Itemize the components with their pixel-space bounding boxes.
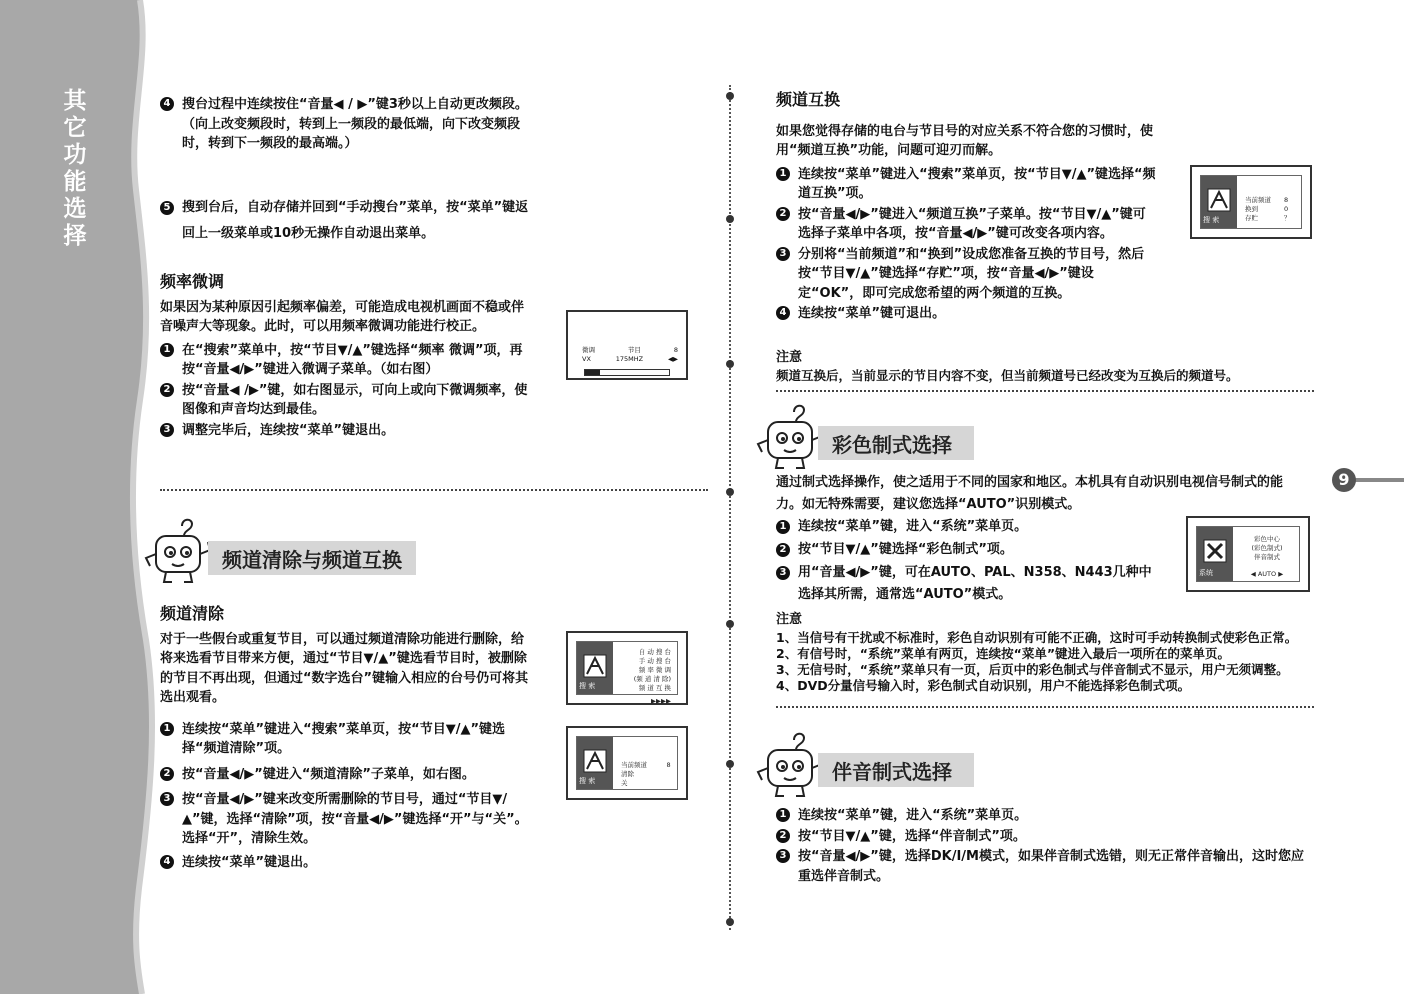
screen-panel-label: 搜 索 bbox=[579, 777, 596, 785]
section-banner: 频道清除与频道互换 bbox=[208, 541, 416, 575]
screen-menu-list bbox=[621, 761, 671, 788]
screen-label: 微调 bbox=[582, 346, 595, 354]
divider bbox=[776, 706, 1314, 708]
section-intro: 如果因为某种原因引起频率偏差，可能造成电视机画面不稳或伴音噪声大等现象。此时，可以用频率微调功能进行校正。 bbox=[160, 299, 525, 334]
search-menu-screen bbox=[566, 631, 688, 705]
center-dot bbox=[726, 360, 734, 368]
center-dot bbox=[726, 918, 734, 926]
screen-panel-label: 搜 索 bbox=[1203, 216, 1220, 224]
screen-menu-value: ◀ AUTO ▶ bbox=[1250, 570, 1284, 578]
screen-inner bbox=[576, 736, 678, 790]
tools-icon bbox=[1201, 537, 1229, 565]
screen-panel-label: 搜 索 bbox=[579, 682, 596, 690]
center-dot bbox=[726, 620, 734, 628]
step-text: 按“音量◀/▶”键进入“频道清除”子菜单，如右图。 bbox=[182, 766, 475, 782]
fine-tune-section bbox=[160, 272, 530, 441]
center-dot bbox=[726, 92, 734, 100]
list-item bbox=[776, 806, 1306, 826]
center-dot bbox=[726, 488, 734, 496]
screen-inner bbox=[1196, 526, 1300, 582]
list-item bbox=[160, 790, 532, 849]
mascot-icon bbox=[142, 514, 218, 586]
step-number: 4 bbox=[160, 97, 174, 111]
section-title: 频道互换 bbox=[776, 90, 841, 109]
color-notes bbox=[776, 610, 1328, 694]
step-number: 3 bbox=[776, 849, 790, 863]
step-number: 2 bbox=[776, 207, 790, 221]
section-intro: 通过制式选择操作，使之适用于不同的国家和地区。本机具有自动识别电视信号制式的能力。如无特殊需要，建议您选择“AUTO”识别模式。 bbox=[776, 475, 1284, 512]
screen-side-panel bbox=[577, 642, 613, 694]
step-text: 按“音量◀/▶”键来改变所需删除的节目号，通过“节目▼/▲”键，选择“清除”项，按“音量◀/▶”键选择“开”与“关”。选择“开”，清除生效。 bbox=[182, 792, 528, 846]
screen-menu-item: (彩色制式) bbox=[1251, 544, 1283, 552]
sidebar-title-char: 它 bbox=[63, 115, 87, 141]
tune-progress-bar bbox=[584, 369, 670, 376]
step-text: 连续按“菜单”键退出。 bbox=[182, 854, 317, 870]
fine-tune-screen bbox=[566, 310, 688, 380]
screen-menu-item: (频 道 清 除) bbox=[633, 675, 671, 683]
list-item bbox=[160, 381, 530, 420]
channel-clear-section bbox=[160, 604, 532, 873]
step-number: 2 bbox=[776, 543, 790, 557]
screen-side-panel bbox=[1197, 527, 1233, 581]
sound-system-section bbox=[776, 806, 1306, 887]
list-item bbox=[776, 245, 1156, 304]
step-number: 2 bbox=[160, 383, 174, 397]
tune-progress-fill bbox=[585, 370, 600, 375]
screen-menu-item: 当前频道 8 bbox=[1245, 196, 1289, 204]
sidebar-title-char: 择 bbox=[63, 223, 87, 249]
list-item bbox=[776, 562, 1156, 606]
section-intro: 如果您觉得存储的电台与节目号的对应关系不符合您的习惯时，使用“频道互换”功能，问题可迎刃而解。 bbox=[776, 123, 1154, 158]
list-item bbox=[776, 304, 1156, 324]
system-menu-screen bbox=[1186, 516, 1310, 592]
note-text: 3、无信号时，“系统”菜单只有一页，后页中的彩色制式与伴音制式不显示，用户无须调整。 bbox=[776, 661, 1289, 677]
antenna-icon bbox=[581, 652, 609, 680]
screen-menu-item: 清除 关 bbox=[621, 770, 667, 787]
note-text: 频道互换后，当前显示的节目内容不变，但当前频道号已经改变为互换后的频道号。 bbox=[776, 367, 1239, 383]
screen-menu-list bbox=[1241, 535, 1293, 579]
step-text: 分别将“当前频道”和“换到”设成您准备互换的节目号，然后按“节目▼/▲”键选择“存贮”项，按“音量◀/▶”键设定“OK”，即可完成您希望的两个频道的互换。 bbox=[798, 246, 1145, 301]
screen-inner bbox=[576, 641, 678, 705]
divider bbox=[160, 489, 708, 491]
screen-menu-item: 存贮 ？ bbox=[1245, 214, 1291, 222]
step-number: 3 bbox=[160, 423, 174, 437]
screen-label: 节目 bbox=[627, 346, 641, 354]
screen-panel-label: 系统 bbox=[1199, 569, 1213, 577]
step-text: 连续按“菜单”键可退出。 bbox=[798, 306, 946, 321]
page-number-tab bbox=[1332, 468, 1404, 492]
center-divider bbox=[729, 85, 731, 930]
sidebar-title bbox=[58, 88, 92, 250]
section-banner: 彩色制式选择 bbox=[818, 426, 974, 460]
step-number: 1 bbox=[160, 343, 174, 357]
screen-label: VX bbox=[582, 355, 591, 363]
center-dot bbox=[726, 215, 734, 223]
step-number: 3 bbox=[776, 247, 790, 261]
list-item bbox=[160, 341, 530, 380]
step-text: 搜到台后，自动存储并回到“手动搜台”菜单，按“菜单”键返回上一级菜单或10秒无操作自动退出菜单。 bbox=[182, 200, 529, 241]
step-text: 在“搜索”菜单中，按“节目▼/▲”键选择“频率 微调”项，再按“音量◀/▶”键进入微调子菜单。（如右图） bbox=[182, 342, 523, 377]
antenna-icon bbox=[1205, 186, 1233, 214]
step-text: 连续按“菜单”键进入“搜索”菜单页，按“节目▼/▲”键选择“频道互换”项。 bbox=[798, 166, 1156, 201]
center-dot bbox=[726, 760, 734, 768]
step-number: 5 bbox=[160, 201, 174, 215]
sidebar-title-char: 其 bbox=[63, 88, 87, 114]
step-number: 1 bbox=[160, 722, 174, 736]
step-text: 按“节目▼/▲”键选择“彩色制式”项。 bbox=[798, 542, 1013, 557]
step-text: 按“音量◀ /▶”键，如右图显示，可向上或向下微调频率，使图像和声音均达到最佳。 bbox=[182, 382, 528, 417]
note-text: 4、DVD分量信号输入时，彩色制式自动识别，用户不能选择彩色制式项。 bbox=[776, 677, 1191, 693]
sidebar-title-char: 能 bbox=[63, 169, 87, 195]
step-text: 调整完毕后，连续按“菜单”键退出。 bbox=[182, 422, 395, 438]
screen-menu-item: 频 道 互 换 bbox=[638, 684, 671, 692]
channel-clear-screen bbox=[566, 726, 688, 800]
step-number: 2 bbox=[776, 829, 790, 843]
channel-swap-screen bbox=[1190, 165, 1312, 239]
screen-menu-item: 换到 0 bbox=[1245, 205, 1289, 213]
screen-menu-item: 伴音制式 bbox=[1254, 553, 1280, 561]
step-number: 3 bbox=[776, 566, 790, 580]
channel-swap-section bbox=[776, 90, 1156, 325]
section-title: 频率微调 bbox=[160, 272, 225, 291]
step-text: 按“节目▼/▲”键，选择“伴音制式”项。 bbox=[798, 828, 1026, 844]
color-system-steps bbox=[776, 516, 1156, 607]
search-step-5 bbox=[160, 195, 530, 248]
note-title: 注意 bbox=[776, 350, 803, 365]
step-text: 按“音量◀/▶”键，选择DK/I/M模式，如果伴音制式选错，则无正常伴音输出，这时您应重选伴音制式。 bbox=[798, 849, 1304, 884]
screen-value: 8 bbox=[673, 346, 678, 354]
screen-arrows: ◀▶ bbox=[667, 355, 678, 363]
screen-side-panel bbox=[577, 737, 613, 789]
sidebar-title-char: 选 bbox=[63, 196, 87, 222]
screen-menu-item: 自 动 搜 台 bbox=[638, 648, 671, 656]
step-number: 2 bbox=[160, 767, 174, 781]
list-item bbox=[160, 765, 532, 785]
step-text: 连续按“菜单”键，进入“系统”菜单页。 bbox=[798, 519, 1028, 534]
antenna-icon bbox=[581, 747, 609, 775]
step-number: 4 bbox=[776, 306, 790, 320]
screen-inner bbox=[1200, 175, 1302, 229]
step-text: 用“音量◀/▶”键，可在AUTO、PAL、N358、N443几种中选择其所需，通常选“AUTO”模式。 bbox=[798, 565, 1152, 602]
step-number: 4 bbox=[160, 855, 174, 869]
list-item bbox=[160, 720, 532, 759]
fine-tune-screen-text bbox=[582, 346, 678, 364]
step-text: 按“音量◀/▶”键进入“频道互换”子菜单。按“节目▼/▲”键可选择子菜单中各项，按“音量◀/▶”键可改变各项内容。 bbox=[798, 206, 1146, 241]
section-intro: 对于一些假台或重复节目，可以通过频道清除功能进行删除，给将来选看节目带来方便，通过“节目▼/▲”键选看节目时，被删除的节目不再出现，但通过“数字选台”键输入相应的台号仍可将其选出观看。 bbox=[160, 631, 529, 705]
step-number: 1 bbox=[776, 167, 790, 181]
note-title: 注意 bbox=[776, 612, 803, 627]
screen-side-panel bbox=[1201, 176, 1237, 228]
step-text: 搜台过程中连续按住“音量◀ / ▶”键3秒以上自动更改频段。（向上改变频段时，转到上一频段的最低端，向下改变频段时，转到下一频段的最高端。） bbox=[182, 97, 528, 151]
list-item bbox=[776, 205, 1156, 244]
color-system-section bbox=[776, 472, 1286, 520]
list-item bbox=[160, 195, 530, 247]
screen-menu-list bbox=[1245, 196, 1295, 223]
list-item bbox=[776, 516, 1156, 538]
screen-menu-list bbox=[621, 648, 671, 706]
sidebar bbox=[0, 0, 160, 994]
step-text: 连续按“菜单”键进入“搜索”菜单页，按“节目▼/▲”键选择“频道清除”项。 bbox=[182, 721, 506, 756]
screen-menu-item: 彩色中心 bbox=[1254, 535, 1280, 543]
section-title: 频道清除 bbox=[160, 604, 225, 623]
sidebar-title-char: 功 bbox=[63, 142, 87, 168]
list-item bbox=[776, 539, 1156, 561]
list-item bbox=[776, 847, 1306, 886]
page-number: 9 bbox=[1332, 468, 1356, 492]
swap-note bbox=[776, 348, 1316, 384]
list-item bbox=[160, 421, 530, 441]
screen-menu-item: 手 动 搜 台 bbox=[638, 657, 671, 665]
page-number-line bbox=[1354, 478, 1404, 482]
divider bbox=[776, 390, 1314, 392]
screen-menu-item: 当前频道 8 bbox=[621, 761, 671, 769]
note-text: 2、有信号时，“系统”菜单有两页，连续按“菜单”键进入最后一项所在的菜单页。 bbox=[776, 645, 1231, 661]
search-steps-continued bbox=[160, 95, 530, 155]
section-banner: 伴音制式选择 bbox=[818, 753, 974, 787]
list-item bbox=[160, 853, 532, 873]
note-text: 1、当信号有干扰或不标准时，彩色自动识别有可能不正确，这时可手动转换制式使彩色正常。 bbox=[776, 629, 1298, 645]
list-item bbox=[776, 165, 1156, 204]
screen-value: 175MHZ bbox=[615, 355, 644, 363]
step-text: 连续按“菜单”键，进入“系统”菜单页。 bbox=[798, 808, 1028, 823]
step-number: 3 bbox=[160, 792, 174, 806]
screen-arrows: ▶▶▶▶ bbox=[651, 697, 671, 705]
screen-menu-item: 频 率 微 调 bbox=[638, 666, 671, 674]
step-number: 1 bbox=[776, 520, 790, 534]
list-item bbox=[776, 827, 1306, 847]
step-number: 1 bbox=[776, 808, 790, 822]
list-item bbox=[160, 95, 530, 154]
